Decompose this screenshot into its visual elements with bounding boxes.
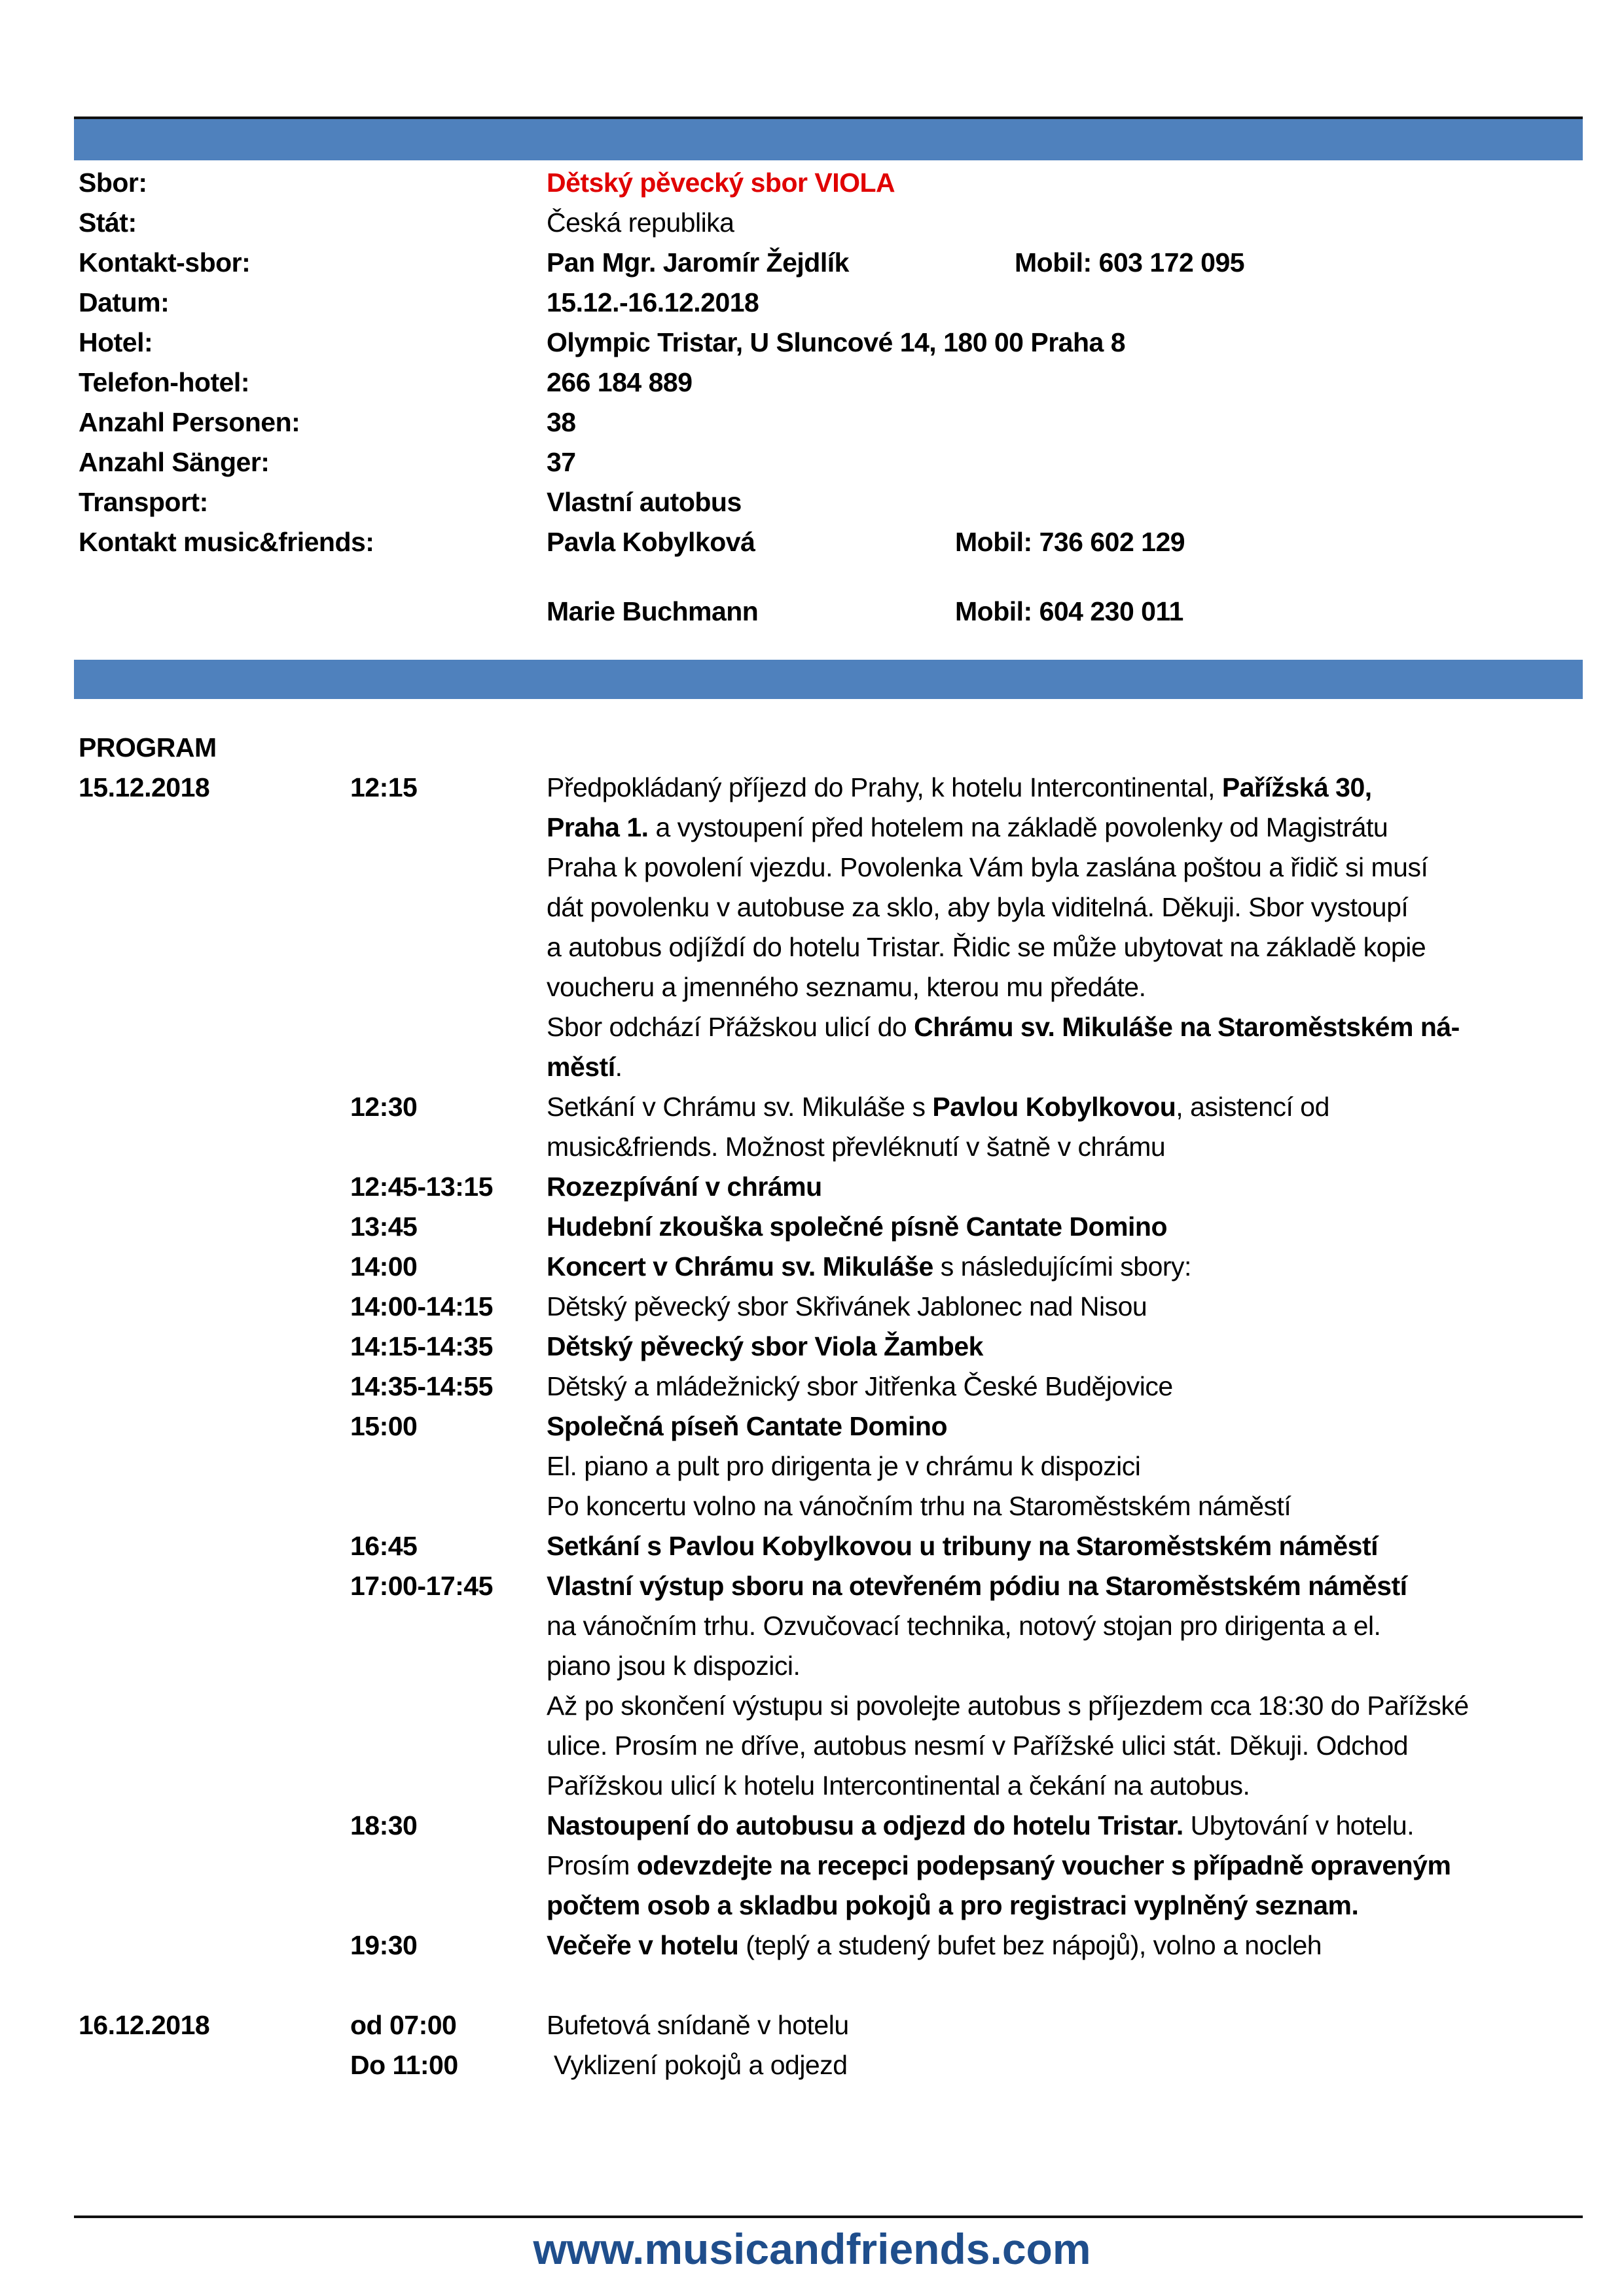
entry-text: Hudební zkouška společné písně Cantate Domino: [547, 1211, 1168, 1242]
text-line: Po koncertu volno na vánočním trhu na Staroměstském náměstí: [547, 1491, 1291, 1521]
text-part: Prosím: [547, 1850, 637, 1880]
value: 38: [547, 407, 576, 437]
text-bold: odevzdejte na recepci podepsaný voucher s případně opraveným: [636, 1850, 1451, 1880]
text-bold: Pavlou Kobylkovou: [932, 1092, 1176, 1122]
program-section: [79, 728, 1584, 2085]
entry-text: [547, 1806, 1574, 1926]
label: Transport:: [79, 487, 208, 517]
entry-time: 12:30: [350, 1092, 418, 1122]
entry-time: 18:30: [350, 1810, 418, 1840]
program-entry: [79, 1167, 1584, 1207]
entry-time: 14:00: [350, 1251, 418, 1282]
label: Telefon-hotel:: [79, 367, 249, 397]
text-bold: městí: [547, 1052, 615, 1082]
entry-text: Setkání s Pavlou Kobylkovou u tribuny na Staroměstském náměstí: [547, 1531, 1378, 1561]
entry-text: Rozezpívání v chrámu: [547, 1172, 822, 1202]
value: Vlastní autobus: [547, 487, 742, 517]
text-line: voucheru a jmenného seznamu, kterou mu předáte.: [547, 972, 1146, 1002]
program-entry: [79, 1327, 1584, 1367]
label: Anzahl Personen:: [79, 407, 300, 437]
section-band: [74, 660, 1583, 699]
entry-time: 12:45-13:15: [350, 1172, 493, 1202]
text-part: Sbor odchází Přážskou ulicí do: [547, 1012, 914, 1042]
footer-url[interactable]: www.musicandfriends.com: [533, 2225, 1091, 2273]
text-part: .: [615, 1052, 623, 1082]
text-bold: Nastoupení do autobusu a odjezd do hotelu Tristar.: [547, 1810, 1183, 1840]
label: Anzahl Sänger:: [79, 447, 270, 477]
label: Datum:: [79, 287, 170, 317]
label: Hotel:: [79, 327, 153, 357]
label: Sbor:: [79, 168, 147, 198]
text-bold: Chrámu sv. Mikuláše na Staroměstském ná-: [914, 1012, 1460, 1042]
program-entry: [79, 1247, 1584, 1287]
text-part: , asistencí od: [1176, 1092, 1329, 1122]
entry-time: 17:00-17:45: [350, 1571, 493, 1601]
entry-text: [547, 1407, 1574, 1526]
value: 37: [547, 447, 576, 477]
entry-text: Dětský pěvecký sbor Skřivánek Jablonec nad Nisou: [547, 1291, 1147, 1321]
entry-text: Dětský a mládežnický sbor Jitřenka České Budějovice: [547, 1371, 1173, 1401]
entry-text: Vyklizení pokojů a odjezd: [547, 2050, 848, 2080]
day-date: 15.12.2018: [79, 772, 210, 802]
entry-time: 14:00-14:15: [350, 1291, 493, 1321]
entry-time: Do 11:00: [350, 2050, 458, 2080]
label: Kontakt music&friends:: [79, 527, 374, 557]
mobile: Mobil: 604 230 011: [955, 596, 1183, 626]
text-line: na vánočním trhu. Ozvučovací technika, notový stojan pro dirigenta a el.: [547, 1611, 1381, 1641]
program-entry: [79, 1407, 1584, 1526]
header-band: [74, 119, 1583, 160]
program-entry: [79, 1287, 1584, 1327]
text-line: dát povolenku v autobuse za sklo, aby byla viditelná. Děkuji. Sbor vystoupí: [547, 892, 1409, 922]
text-part: (teplý a studený bufet bez nápojů), volno a nocleh: [738, 1930, 1322, 1960]
text-line: Praha k povolení vjezdu. Povolenka Vám byla zaslána poštou a řidič si musí: [547, 852, 1428, 882]
text-part: Předpokládaný příjezd do Prahy, k hotelu Intercontinental,: [547, 772, 1222, 802]
text-line: music&friends. Možnost převléknutí v šatně v chrámu: [547, 1132, 1166, 1162]
value: 15.12.-16.12.2018: [547, 287, 759, 317]
entry-text: Dětský pěvecký sbor Viola Žambek: [547, 1331, 983, 1361]
program-entry: [79, 1367, 1584, 1407]
text-bold: Praha 1.: [547, 812, 649, 842]
mobile: Mobil: 736 602 129: [955, 527, 1185, 557]
text-bold: Koncert v Chrámu sv. Mikuláše: [547, 1251, 933, 1282]
entry-time: 16:45: [350, 1531, 418, 1561]
entry-time: od 07:00: [350, 2010, 457, 2040]
program-entry: [79, 1087, 1584, 1167]
program-entry: [79, 1207, 1584, 1247]
entry-text: [547, 1926, 1574, 1965]
text-line: piano jsou k dispozici.: [547, 1651, 801, 1681]
text-part: Setkání v Chrámu sv. Mikuláše s: [547, 1092, 933, 1122]
text-bold: Večeře v hotelu: [547, 1930, 739, 1960]
entry-time: 15:00: [350, 1411, 418, 1441]
text-part: Ubytování v hotelu.: [1183, 1810, 1415, 1840]
text-part: s následujícími sbory:: [933, 1251, 1191, 1282]
program-entry: [79, 768, 1584, 1087]
program-entry: [79, 2045, 1584, 2085]
text-part: a vystoupení před hotelem na základě povolenky od Magistrátu: [648, 812, 1388, 842]
program-entry: [79, 1806, 1584, 1926]
entry-time: 13:45: [350, 1211, 418, 1242]
program-heading: PROGRAM: [79, 732, 217, 762]
text-line: Pařížskou ulicí k hotelu Intercontinental a čekání na autobus.: [547, 1770, 1250, 1801]
value: Pavla Kobylková: [547, 527, 755, 557]
program-entry: [79, 2005, 1584, 2045]
text-bold: Vlastní výstup sboru na otevřeném pódiu na Staroměstském náměstí: [547, 1571, 1407, 1601]
entry-time: 12:15: [350, 772, 418, 802]
value: Olympic Tristar, U Sluncové 14, 180 00 Praha 8: [547, 327, 1126, 357]
value: Pan Mgr. Jaromír Žejdlík: [547, 247, 849, 278]
entry-time: 14:35-14:55: [350, 1371, 493, 1401]
day-date: 16.12.2018: [79, 2010, 210, 2040]
text-bold: Společná píseň Cantate Domino: [547, 1411, 947, 1441]
entry-text: [547, 768, 1574, 1087]
value: Marie Buchmann: [547, 596, 759, 626]
entry-text: [547, 1247, 1574, 1287]
text-line: El. piano a pult pro dirigenta je v chrámu k dispozici: [547, 1451, 1141, 1481]
entry-text: [547, 1566, 1574, 1806]
entry-text: [547, 1087, 1574, 1167]
value: 266 184 889: [547, 367, 693, 397]
text-bold: Pařížská 30,: [1221, 772, 1372, 802]
program-entry: [79, 1926, 1584, 1965]
text-line: Až po skončení výstupu si povolejte autobus s příjezdem cca 18:30 do Pařížské: [547, 1691, 1469, 1721]
program-entry: [79, 1566, 1584, 1806]
text-line: a autobus odjíždí do hotelu Tristar. Řidic se může ubytovat na základě kopie: [547, 932, 1426, 962]
text-bold: počtem osob a skladbu pokojů a pro registraci vyplněný seznam.: [547, 1890, 1359, 1920]
value: Česká republika: [547, 207, 734, 238]
entry-time: 19:30: [350, 1930, 418, 1960]
program-entry: [79, 1526, 1584, 1566]
text-line: ulice. Prosím ne dříve, autobus nesmí v Pařížské ulici stát. Děkuji. Odchod: [547, 1731, 1409, 1761]
choir-name: Dětský pěvecký sbor VIOLA: [547, 168, 895, 198]
label: Kontakt-sbor:: [79, 247, 251, 278]
entry-text: Bufetová snídaně v hotelu: [547, 2010, 849, 2040]
label: Stát:: [79, 207, 137, 238]
mobile: Mobil: 603 172 095: [1015, 247, 1245, 278]
entry-time: 14:15-14:35: [350, 1331, 493, 1361]
footer-rule: [74, 2215, 1583, 2218]
